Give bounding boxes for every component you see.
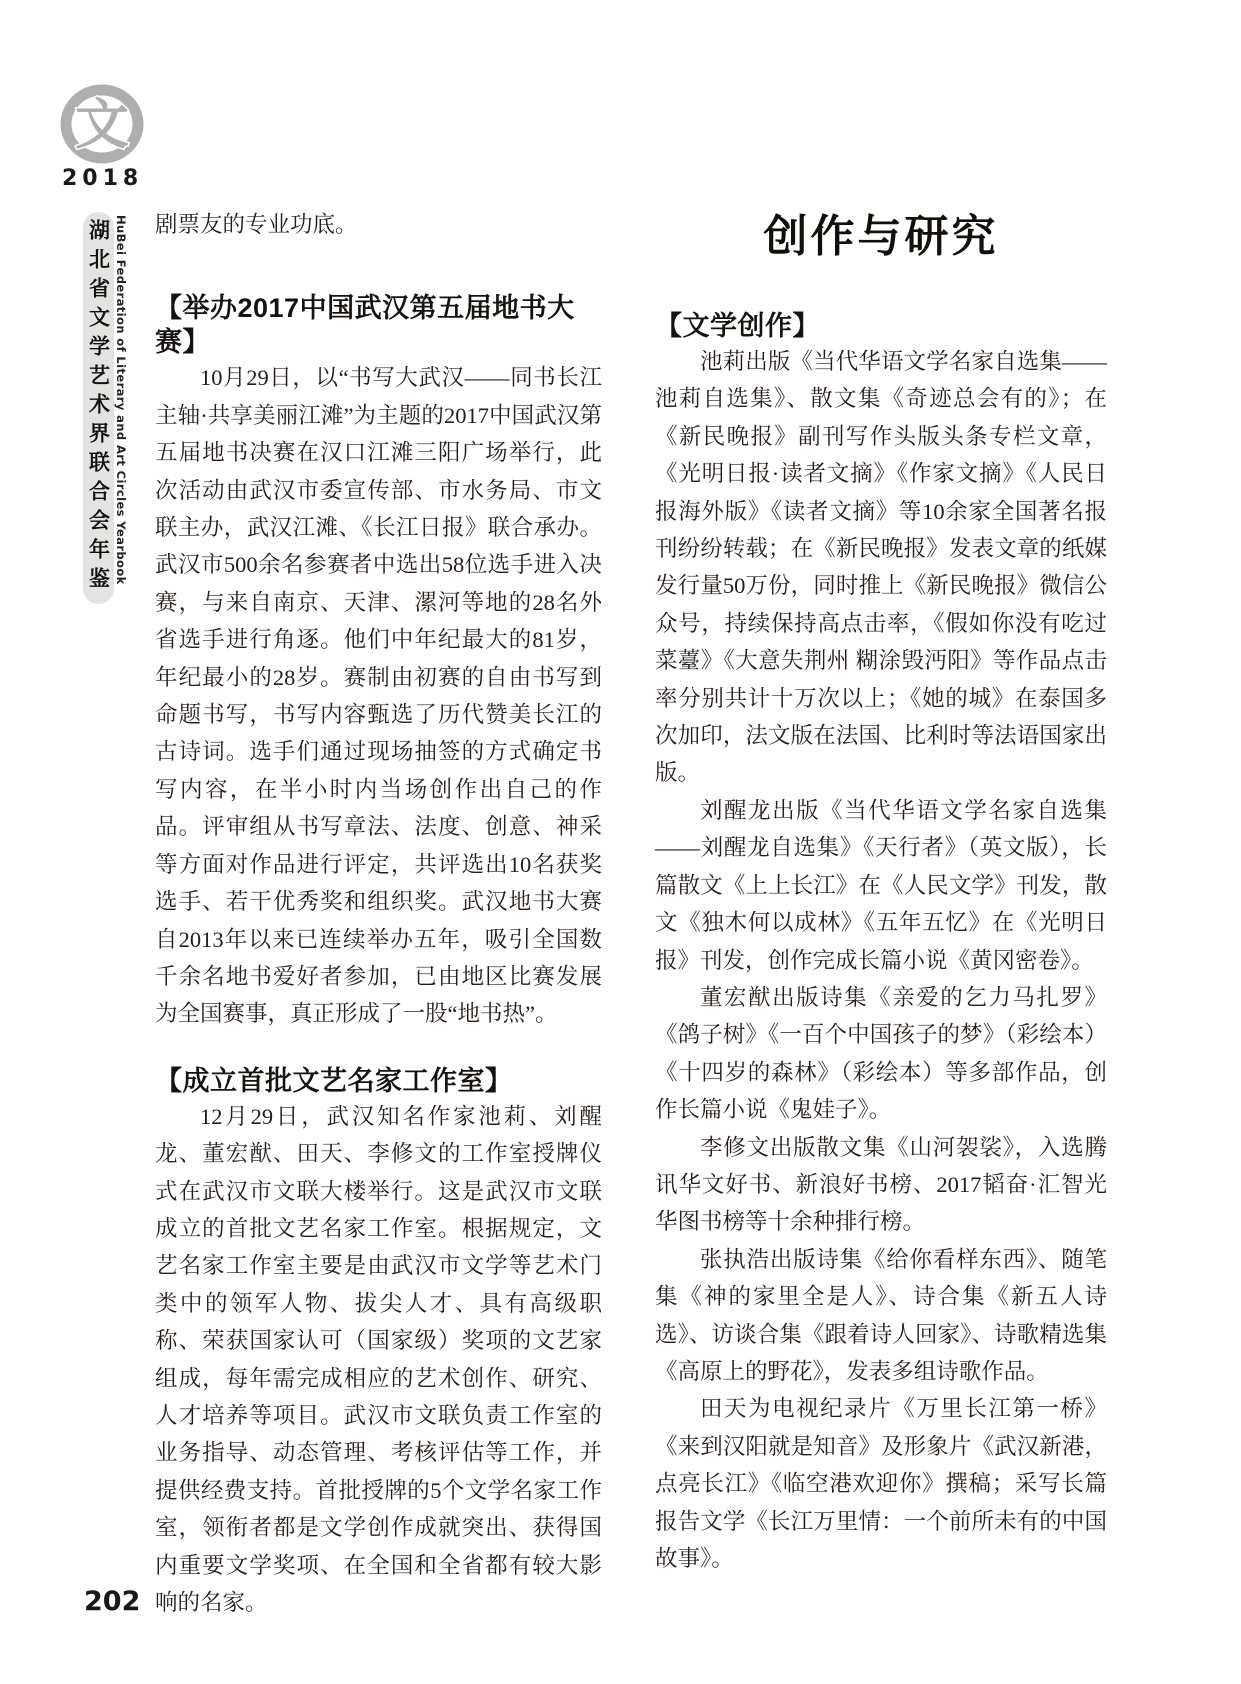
paragraph-mingjia-studio: 12月29日，武汉知名作家池莉、刘醒龙、董宏猷、田天、李修文的工作室授牌仪式在武汉市文联大楼举行。这是武汉市文联成立的首批文艺名家工作室。根据规定，文艺名家工作室主要是由武汉市文学等艺术门类中的领军人物、拔尖人才、具有高级职称、荣获国家认可（国家级）奖项的文艺家组成，每年需完成相应的艺术创作、研究、人才培养等项目。武汉市文联负责工作室的业务指导、动态管理、考核评估等工作，并提供经费支持。首批授牌的5个文学名家工作室，领衔者都是文学创作成就突出、获得国内重要文学奖项、在全国和全省都有较大影响的名家。 — [155, 1103, 602, 1615]
section-heading-mingjia-studio: 【成立首批文艺名家工作室】 — [155, 1065, 513, 1096]
cflac-logo — [56, 84, 148, 166]
year-label: 2018 — [62, 166, 144, 191]
paragraph-liuxinglong: 刘醒龙出版《当代华语文学名家自选集——刘醒龙自选集》《天行者》（英文版），长篇散文《上上长江》在《人民文学》刊发，散文《独木何以成林》《五年五忆》在《光明日报》刊发，创作完成长篇小说《黄冈密卷》。 — [655, 797, 1107, 973]
paragraph-tiantian: 田天为电视纪录片《万里长江第一桥》《来到汉阳就是知音》及形象片《武汉新港，点亮长江》《临空港欢迎你》撰稿；采写长篇报告文学《长江万里情：一个前所未有的中国故事》。 — [655, 1396, 1107, 1571]
continued-paragraph: 剧票友的专业功底。 — [155, 212, 358, 237]
svg-text:文: 文 — [75, 95, 129, 155]
paragraph-lixiuwen: 李修文出版散文集《山河袈裟》，入选腾讯华文好书、新浪好书榜、2017韬奋·汇智光华图书榜等十余种排行榜。 — [655, 1134, 1107, 1235]
paragraph-donghongyou: 董宏猷出版诗集《亲爱的乞力马扎罗》《鸽子树》《一百个中国孩子的梦》（彩绘本）《十四岁的森林》（彩绘本）等多部作品，创作长篇小说《鬼娃子》。 — [655, 984, 1107, 1123]
paragraph-dishu-contest: 10月29日，以“书写大武汉——同书长江主轴·共享美丽江滩”为主题的2017中国武汉第五届地书决赛在汉口江滩三阳广场举行，此次活动由武汉市委宣传部、市水务局、市文联主办，武汉江滩、《长江日报》联合承办。武汉市500余名参赛者中选出58位选手进入决赛，与来自南京、天津、漯河等地的28名外省选手进行角逐。他们中年纪最大的81岁，年纪最小的28岁。赛制由初赛的自由书写到命题书写，书写内容甄选了历代赞美长江的古诗词。选手们通过现场抽签的方式确定书写内容，在半小时内当场创作出自己的作品。评审组从书写章法、法度、创意、神采等方面对作品进行评定，共评选出10名获奖选手、若干优秀奖和组织奖。武汉地书大赛自2013年以来已连续举办五年，吸引全国数千余名地书爱好者参加，已由地区比赛发展为全国赛事，真正形成了一股“地书热”。 — [155, 365, 602, 1027]
left-column — [155, 206, 602, 1621]
right-column — [655, 205, 1107, 1577]
logo-emblem-icon — [56, 84, 148, 166]
sidebar-title-pill — [83, 212, 114, 604]
paragraph-chili: 池莉出版《当代华语文学名家自选集——池莉自选集》、散文集《奇迹总会有的》；在《新民晚报》副刊写作头版头条专栏文章，《光明日报·读者文摘》《作家文摘》《人民日报海外版》《读者文摘》等10余家全国著名报刊纷纷转载；在《新民晚报》发表文章的纸媒发行量50万份，同时推上《新民晚报》微信公众号，持续保持高点击率，《假如你没有吃过菜薹》《大意失荆州 糊涂毁沔阳》等作品点击率分别共计十万次以上；《她的城》在泰国多次加印，法文版在法国、比利时等法语国家出版。 — [655, 349, 1107, 786]
chapter-title: 创作与研究 — [763, 212, 999, 261]
sidebar-title-en: HuBei Federation of Literary and Art Circles Yearbook — [114, 215, 128, 585]
section-heading-literary-creation: 【文学创作】 — [655, 311, 820, 341]
section-heading-dishu-contest: 【举办2017中国武汉第五届地书大赛】 — [155, 293, 575, 358]
page-number: 202 — [84, 1586, 141, 1617]
paragraph-zhangzhihao: 张执浩出版诗集《给你看样东西》、随笔集《神的家里全是人》、诗合集《新五人诗选》、访谈合集《跟着诗人回家》、诗歌精选集《高原上的野花》，发表多组诗歌作品。 — [655, 1246, 1107, 1384]
sidebar-title-cn: 湖北省文学艺术界联合会年鉴 — [86, 219, 111, 596]
